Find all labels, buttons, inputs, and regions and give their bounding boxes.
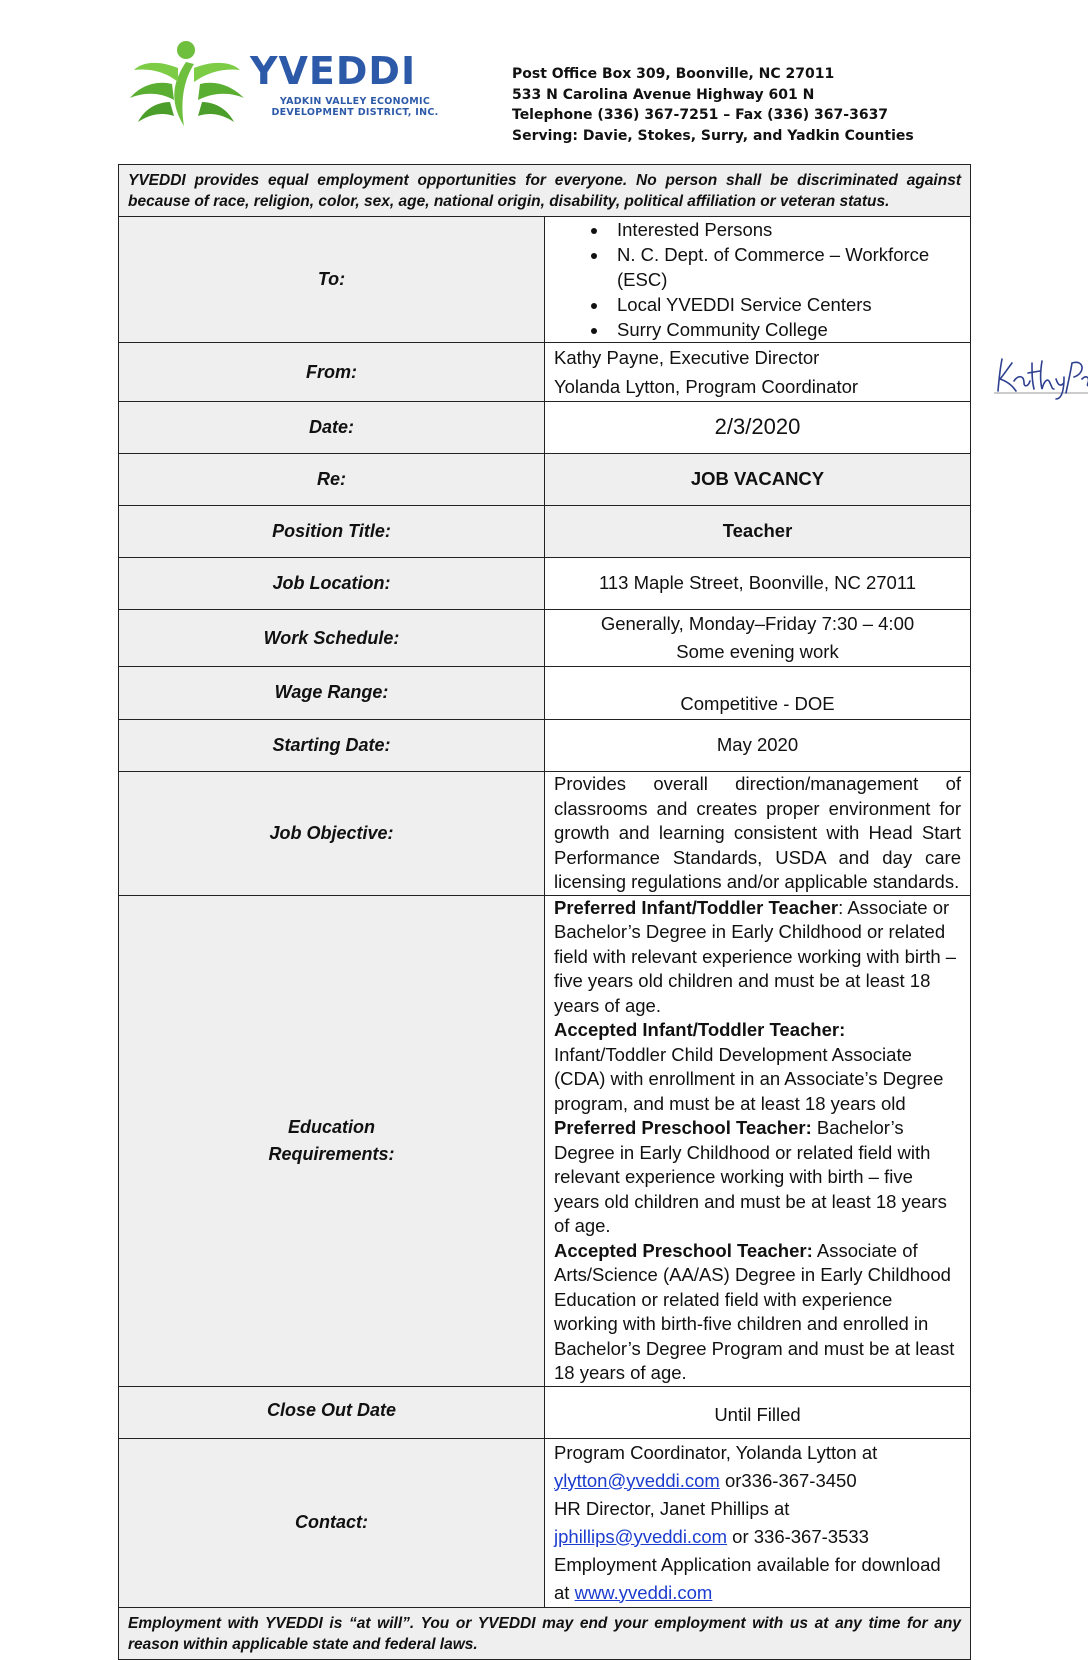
letterhead (0, 0, 1088, 160)
at-will-notice: Employment with YVEDDI is “at will”. You or YVEDDI may end your employment with us at any time for any reason within applicable state and federal laws. (119, 1607, 971, 1659)
to-value (545, 217, 971, 343)
re-label: Re: (119, 454, 545, 506)
logo-subtitle-line-1: YADKIN VALLEY ECONOMIC (279, 96, 431, 107)
schedule-line-2: Some evening work (676, 641, 839, 662)
contact-text: Program Coordinator, Yolanda Lytton at (554, 1441, 878, 1463)
contact-phone: or336-367-3450 (719, 1469, 857, 1491)
education-item-title: Preferred Preschool Teacher: (554, 1117, 812, 1138)
signature-kathy-payne (994, 349, 1088, 401)
date-label: Date: (119, 402, 545, 454)
contact-label: Contact: (119, 1438, 545, 1607)
education-item-text: Associate or Bachelor’s Degree in Early Childhood or related field with relevant experience working with birth – five years old children and must be at least 18 years of age. (554, 896, 957, 1016)
recipient-item: • Interested Persons (609, 217, 970, 242)
email-link-jphillips[interactable]: jphillips@yveddi.com (554, 1525, 728, 1547)
leaf-figure-icon (128, 40, 246, 130)
logo-subtitle-line-2: DEVELOPMENT DISTRICT, INC. (271, 107, 439, 118)
close-out-value: Until Filled (545, 1386, 971, 1438)
from-line-1: Kathy Payne, Executive Director (554, 347, 820, 368)
education-item-text: Infant/Toddler Child Development Associate (CDA) with enrollment in an Associate’s Degree program, and must be at least 18 years old (554, 1043, 944, 1114)
to-label: To: (119, 217, 545, 343)
objective-value: Provides overall direction/management of classrooms and creates proper environment for growth and learning consistent with Head Start Performance Standards, USDA and day care licensing regulations and/or applicable standards. (545, 772, 971, 896)
education-item-text: Bachelor’s Degree in Early Childhood or related field with relevant experience working with birth – five years old children and must be at least 18 years of age. (554, 1117, 947, 1236)
schedule-label: Work Schedule: (119, 610, 545, 667)
education-item (554, 1116, 961, 1239)
contact-text: HR Director, Janet Phillips at (554, 1497, 790, 1519)
date-row (119, 402, 971, 454)
re-value: JOB VACANCY (545, 454, 971, 506)
schedule-line-1: Generally, Monday–Friday 7:30 – 4:00 (600, 613, 915, 634)
email-link-ylytton[interactable]: ylytton@yveddi.com (554, 1469, 720, 1491)
date-value: 2/3/2020 (545, 402, 971, 454)
notice-row-bottom (119, 1607, 971, 1659)
wage-label: Wage Range: (119, 667, 545, 720)
education-value (545, 895, 971, 1386)
job-vacancy-table (118, 164, 971, 1660)
wage-row (119, 667, 971, 720)
contact-line-1 (554, 1439, 961, 1495)
from-label: From: (119, 343, 545, 402)
close-out-label: Close Out Date (119, 1386, 545, 1438)
schedule-row (119, 610, 971, 667)
to-row (119, 217, 971, 343)
position-label: Position Title: (119, 506, 545, 558)
position-row (119, 506, 971, 558)
schedule-value (545, 610, 971, 667)
recipient-list (545, 217, 970, 342)
education-item-title: Accepted Infant/Toddler Teacher: (554, 1019, 846, 1040)
starting-row (119, 720, 971, 772)
education-item (554, 896, 961, 1019)
education-label (119, 895, 545, 1386)
contact-line-3 (554, 1551, 961, 1607)
location-row (119, 558, 971, 610)
notice-row-top (119, 165, 971, 217)
address-line-3: Telephone (336) 367-7251 – Fax (336) 367-3637 (512, 107, 889, 123)
re-row (119, 454, 971, 506)
from-line-2: Yolanda Lytton, Program Coordinator (554, 376, 859, 397)
contact-row (119, 1438, 971, 1607)
education-item-title: Preferred Infant/Toddler Teacher (554, 896, 839, 918)
objective-label: Job Objective: (119, 772, 545, 896)
starting-label: Starting Date: (119, 720, 545, 772)
location-value: 113 Maple Street, Boonville, NC 27011 (545, 558, 971, 610)
logo-wordmark: YVEDDI (250, 49, 417, 93)
location-label: Job Location: (119, 558, 545, 610)
education-item (554, 1239, 961, 1386)
education-item (554, 1018, 961, 1116)
starting-value: May 2020 (545, 720, 971, 772)
education-row (119, 895, 971, 1386)
address-line-1: Post Office Box 309, Boonville, NC 27011 (512, 66, 835, 82)
address-line-2: 533 N Carolina Avenue Highway 601 N (512, 86, 815, 103)
contact-phone: or 336-367-3533 (727, 1525, 869, 1547)
address-line-4: Serving: Davie, Stokes, Surry, and Yadkin Counties (512, 127, 914, 144)
wage-value: Competitive - DOE (545, 667, 971, 720)
website-link[interactable]: www.yveddi.com (574, 1581, 713, 1603)
contact-value (545, 1438, 971, 1607)
contact-line-2 (554, 1495, 961, 1551)
close-out-row (119, 1386, 971, 1438)
education-item-title: Accepted Preschool Teacher: (554, 1239, 813, 1261)
recipient-item: • Surry Community College (609, 317, 970, 342)
position-value: Teacher (545, 506, 971, 558)
eeo-notice: YVEDDI provides equal employment opportunities for everyone. No person shall be discriminated against because of race, religion, color, sex, age, national origin, disability, political affiliation or veteran status. (119, 165, 971, 217)
objective-row (119, 772, 971, 896)
education-item-sep: : (838, 896, 848, 918)
contact-text: Employment Application available for download at (554, 1553, 941, 1603)
education-label-line-2: Requirements: (268, 1143, 395, 1164)
recipient-item: • Local YVEDDI Service Centers (609, 292, 970, 317)
from-row (119, 343, 971, 402)
education-label-line-1: Education (287, 1116, 375, 1137)
recipient-item: • N. C. Dept. of Commerce – Workforce (ESC) (609, 242, 970, 292)
logo-subtitle (250, 96, 460, 118)
education-item-text: Associate of Arts/Science (AA/AS) Degree in Early Childhood Education or related field with experience working with birth-five children and enrolled in Bachelor’s Degree Program and must be at least 18 years of age. (554, 1239, 955, 1383)
org-address (512, 64, 914, 146)
from-value (545, 343, 971, 402)
yveddi-logo (128, 40, 458, 130)
